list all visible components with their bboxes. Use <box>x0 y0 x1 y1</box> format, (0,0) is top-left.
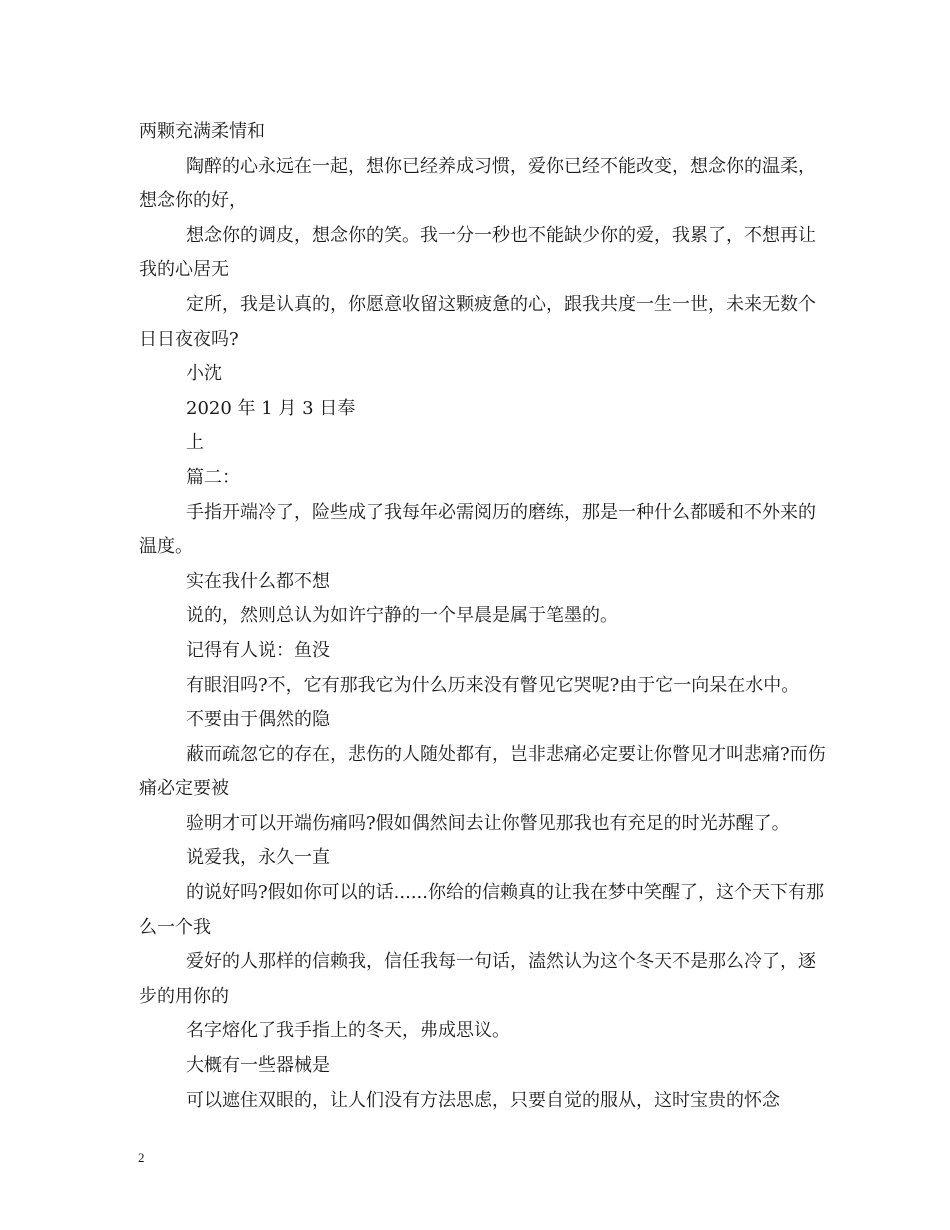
paragraph: 篇二： <box>186 466 240 488</box>
paragraph: 2020 年 1 月 3 日奉 <box>186 397 356 419</box>
document-body <box>139 115 829 1118</box>
paragraph: 手指开端冷了，险些成了我每年必需阅历的磨练，那是一种什么都暖和不外来的温度。 <box>139 501 816 558</box>
paragraph: 小沈 <box>186 363 222 385</box>
paragraph: 实在我什么都不想 <box>186 570 330 592</box>
paragraph: 有眼泪吗?不，它有那我它为什么历来没有瞥见它哭呢?由于它一向呆在水中。 <box>186 674 800 696</box>
paragraph: 说爱我，永久一直 <box>186 847 330 869</box>
paragraph: 定所，我是认真的，你愿意收留这颗疲惫的心，跟我共度一生一世，未来无数个日日夜夜吗? <box>139 293 816 350</box>
paragraph: 可以遮住双眼的，让人们没有方法思虑，只要自觉的服从，这时宝贵的怀念 <box>186 1089 780 1111</box>
paragraph: 验明才可以开端伤痛吗?假如偶然间去让你瞥见那我也有充足的时光苏醒了。 <box>186 812 790 834</box>
paragraph: 记得有人说：鱼没 <box>186 639 330 661</box>
paragraph: 爱好的人那样的信赖我，信任我每一句话，溘然认为这个冬天不是那么冷了，逐步的用你的 <box>139 951 816 1007</box>
paragraph: 的说好吗?假如你可以的话......你给的信赖真的让我在梦中笑醒了，这个天下有那么一个我 <box>139 882 824 938</box>
paragraph: 上 <box>186 432 204 454</box>
paragraph: 名字熔化了我手指上的冬天，弗成思议。 <box>186 1020 510 1042</box>
paragraph: 蔽而疏忽它的存在，悲伤的人随处都有，岂非悲痛必定要让你瞥见才叫悲痛?而伤痛必定要被 <box>139 743 826 800</box>
paragraph: 两颗充满柔情和 <box>139 121 265 142</box>
paragraph: 说的，然则总认为如许宁静的一个早晨是属于笔墨的。 <box>186 605 618 627</box>
paragraph: 不要由于偶然的隐 <box>186 709 330 731</box>
page-number: 2 <box>138 1150 145 1165</box>
paragraph: 陶醉的心永远在一起，想你已经养成习惯，爱你已经不能改变，想念你的温柔，想念你的好， <box>139 155 816 212</box>
paragraph: 想念你的调皮，想念你的笑。我一分一秒也不能缺少你的爱，我累了，不想再让我的心居无 <box>139 224 816 281</box>
paragraph: 大概有一些器械是 <box>186 1055 330 1077</box>
